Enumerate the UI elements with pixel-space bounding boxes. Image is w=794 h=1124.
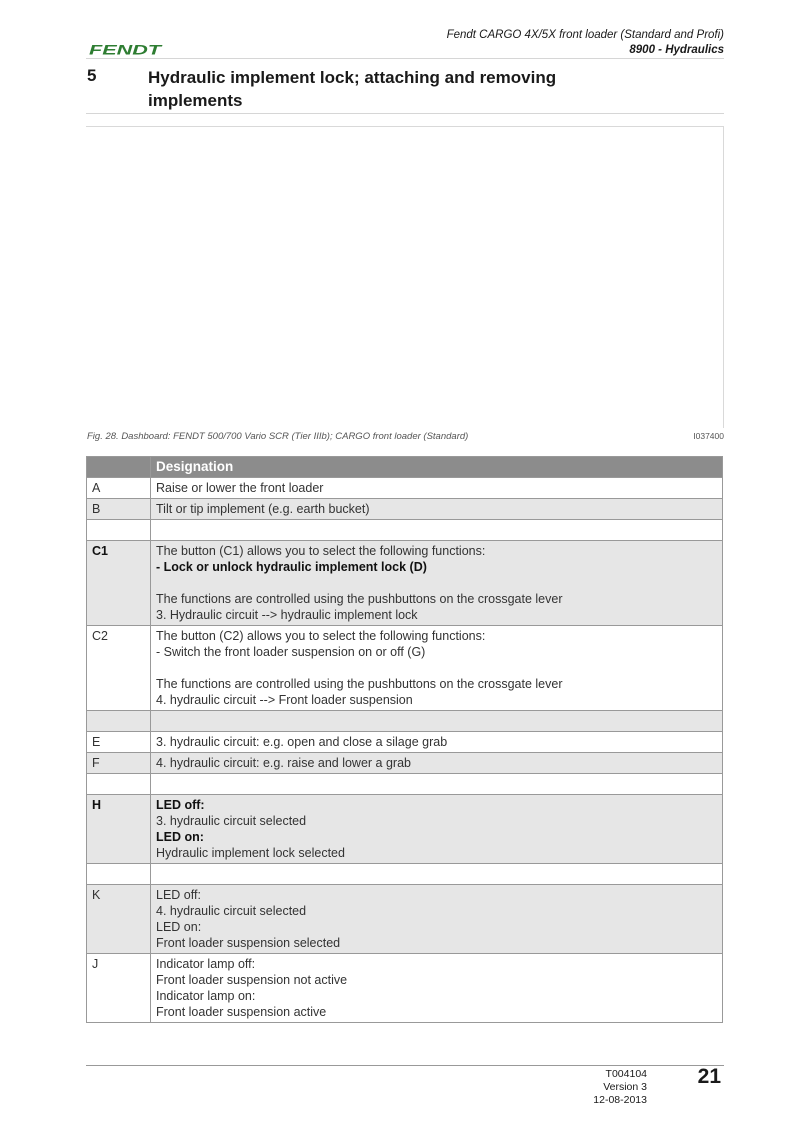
row-line: Raise or lower the front loader [156, 481, 324, 495]
header-rule [86, 58, 724, 59]
row-line: Front loader suspension active [156, 1005, 327, 1019]
footer-date: 12-08-2013 [593, 1094, 647, 1106]
row-line: The button (C1) allows you to select the following functions: [156, 544, 486, 558]
row-designation [151, 774, 723, 795]
row-line: The functions are controlled using the pushbuttons on the crossgate lever [156, 677, 563, 691]
fendt-logo [86, 42, 164, 56]
footer-rule [86, 1065, 724, 1066]
section-number: 5 [87, 66, 97, 85]
section-title: Hydraulic implement lock; attaching and removing implements [148, 68, 557, 110]
header-chapter: 8900 - Hydraulics [629, 44, 724, 56]
row-key: J [87, 954, 151, 1023]
table-header-row [87, 457, 723, 478]
row-designation [151, 753, 723, 774]
table-row [87, 795, 723, 864]
row-designation [151, 541, 723, 626]
row-key [87, 711, 151, 732]
footer-code: T004104 [605, 1068, 647, 1080]
row-key: C1 [87, 541, 151, 626]
row-designation [151, 864, 723, 885]
table-header-key [87, 457, 151, 478]
row-designation [151, 954, 723, 1023]
table-row [87, 732, 723, 753]
table-row-spacer [87, 774, 723, 795]
table-row [87, 541, 723, 626]
row-key [87, 774, 151, 795]
row-key [87, 520, 151, 541]
row-line: - Switch the front loader suspension on or off (G) [156, 645, 426, 659]
table-row [87, 626, 723, 711]
row-line: - Lock or unlock hydraulic implement lock (D) [156, 560, 427, 574]
footer-version: Version 3 [603, 1081, 647, 1093]
row-key: H [87, 795, 151, 864]
row-designation [151, 795, 723, 864]
row-designation [151, 478, 723, 499]
row-designation [151, 520, 723, 541]
row-line [156, 713, 717, 729]
row-line [156, 776, 717, 792]
logo-text: FENDT [89, 42, 164, 56]
row-line: 4. hydraulic circuit: e.g. raise and lower a grab [156, 756, 411, 770]
row-line [156, 660, 717, 676]
document-header [447, 28, 724, 58]
row-line: LED on: [156, 920, 202, 934]
row-key: K [87, 885, 151, 954]
footer-info [593, 1068, 647, 1107]
row-line: LED off: [156, 888, 201, 902]
row-line: Front loader suspension selected [156, 936, 341, 950]
header-product: Fendt CARGO 4X/5X front loader (Standard and Profi) [446, 29, 724, 41]
table-row [87, 954, 723, 1023]
row-line [156, 575, 717, 591]
row-designation [151, 711, 723, 732]
row-key: A [87, 478, 151, 499]
row-key: F [87, 753, 151, 774]
row-designation [151, 626, 723, 711]
row-line: Indicator lamp on: [156, 989, 256, 1003]
table-row [87, 753, 723, 774]
row-key: E [87, 732, 151, 753]
designation-table [86, 456, 723, 1023]
row-key: C2 [87, 626, 151, 711]
figure-frame [86, 126, 724, 428]
row-line: The functions are controlled using the pushbuttons on the crossgate lever [156, 592, 563, 606]
row-line [156, 522, 717, 538]
row-line: Front loader suspension not active [156, 973, 348, 987]
row-line: Indicator lamp off: [156, 957, 256, 971]
table-row-spacer [87, 520, 723, 541]
row-line: 3. Hydraulic circuit --> hydraulic implement lock [156, 608, 418, 622]
figure-id: I037400 [693, 431, 724, 441]
row-line: Tilt or tip implement (e.g. earth bucket) [156, 502, 370, 516]
table-row-spacer [87, 864, 723, 885]
row-line: LED off: [156, 798, 205, 812]
table-row [87, 885, 723, 954]
row-line: 4. hydraulic circuit --> Front loader suspension [156, 693, 413, 707]
figure-caption: Fig. 28. Dashboard: FENDT 500/700 Vario SCR (Tier IIIb); CARGO front loader (Standard) [87, 431, 469, 442]
page-number: 21 [697, 1065, 721, 1088]
row-line: The button (C2) allows you to select the following functions: [156, 629, 486, 643]
row-line: Hydraulic implement lock selected [156, 846, 345, 860]
row-line: 4. hydraulic circuit selected [156, 904, 307, 918]
table-row [87, 478, 723, 499]
row-line [156, 866, 717, 882]
row-line: 3. hydraulic circuit: e.g. open and close a silage grab [156, 735, 448, 749]
row-designation [151, 732, 723, 753]
table-header-designation: Designation [151, 457, 723, 478]
row-line: LED on: [156, 830, 204, 844]
table-row-spacer [87, 711, 723, 732]
table-row [87, 499, 723, 520]
row-designation [151, 885, 723, 954]
row-designation [151, 499, 723, 520]
row-key: B [87, 499, 151, 520]
row-key [87, 864, 151, 885]
row-line: 3. hydraulic circuit selected [156, 814, 307, 828]
title-rule [86, 113, 724, 114]
